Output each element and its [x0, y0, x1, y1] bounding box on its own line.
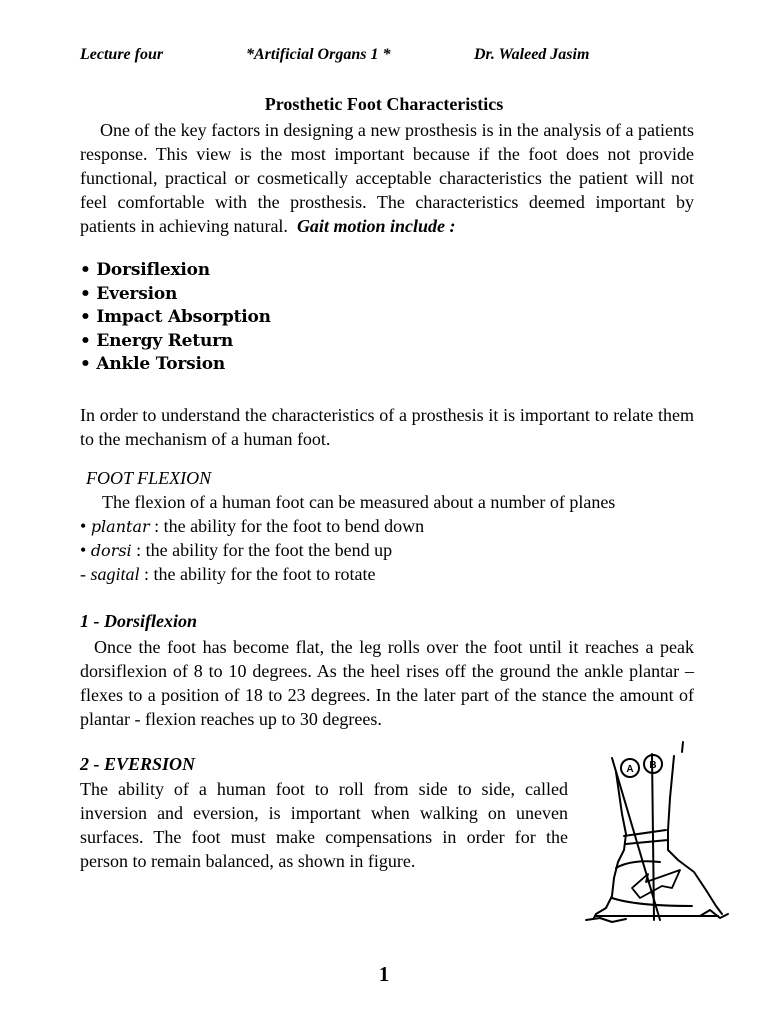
flexion-item-prefix: •: [80, 516, 91, 536]
list-item: • Ankle Torsion: [80, 354, 226, 375]
foot-flexion-heading: FOOT FLEXION: [86, 468, 212, 488]
foot-eversion-figure: [582, 738, 732, 926]
eversion-paragraph: The ability of a human foot to roll from side to side, called inversion and eversion, is important when walking on uneven surfaces. The foot must make compensations in order for the person to remain balanced, as shown in figure.: [80, 779, 568, 871]
list-item: • Impact Absorption: [80, 307, 271, 328]
intro-paragraph: [80, 118, 694, 238]
dorsiflexion-paragraph: Once the foot has become flat, the leg rolls over the foot until it reaches a peak dorsiflexion of 8 to 10 degrees. As the heel rises off the ground the ankle plantar – flexes to a position of 18 to 23 degrees. In the later part of the stance the amount of plantar - flexion reaches up to 30 degrees.: [80, 637, 694, 729]
figure-label-a: A: [626, 764, 634, 775]
page-header: [80, 46, 700, 68]
foot-flexion-intro: The flexion of a human foot can be measured about a number of planes: [102, 492, 616, 512]
flexion-item-term: plantar: [90, 517, 150, 536]
flexion-item-desc: : the ability for the foot to rotate: [139, 564, 376, 584]
header-author: Dr. Waleed Jasim: [474, 46, 590, 63]
dorsiflexion-heading: 1 - Dorsiflexion: [80, 611, 197, 631]
gait-motion-list: [80, 259, 271, 377]
flexion-item-desc: : the ability for the foot to bend down: [149, 516, 425, 536]
list-item: • Dorsiflexion: [80, 260, 210, 280]
header-lecture: Lecture four: [80, 46, 164, 63]
understand-paragraph: In order to understand the characteristics of a prosthesis it is important to relate them to the mechanism of a human foot.: [80, 405, 694, 449]
page-number: 1: [378, 962, 390, 986]
flexion-item-sagital: [80, 564, 375, 585]
figure-label-b: B: [649, 760, 657, 771]
list-item: • Eversion: [80, 283, 178, 304]
intro-emphasis: Gait motion include :: [296, 216, 456, 236]
page-title: Prosthetic Foot Characteristics: [264, 94, 504, 114]
flexion-item-prefix: •: [80, 540, 91, 560]
eversion-heading: 2 - EVERSION: [80, 754, 196, 774]
header-course: *Artificial Organs 1 *: [246, 46, 391, 63]
foot-eversion-illustration: [582, 738, 732, 926]
flexion-item-plantar: [80, 516, 424, 537]
list-item: • Energy Return: [80, 330, 234, 351]
flexion-item-dorsi: [80, 540, 392, 561]
flexion-item-term: dorsi: [90, 541, 132, 560]
flexion-item-prefix: -: [80, 564, 91, 584]
flexion-item-desc: : the ability for the foot the bend up: [131, 540, 393, 560]
flexion-item-term: sagital: [90, 564, 140, 584]
intro-text: One of the key factors in designing a new prosthesis is in the analysis of a patients response. This view is the most important because if the foot does not provide functional, practical or cosmetically acceptable characteristics the patient will not feel comfortable with the prosthesis. The characteristics deemed important by patients in achieving natural.: [80, 120, 694, 236]
